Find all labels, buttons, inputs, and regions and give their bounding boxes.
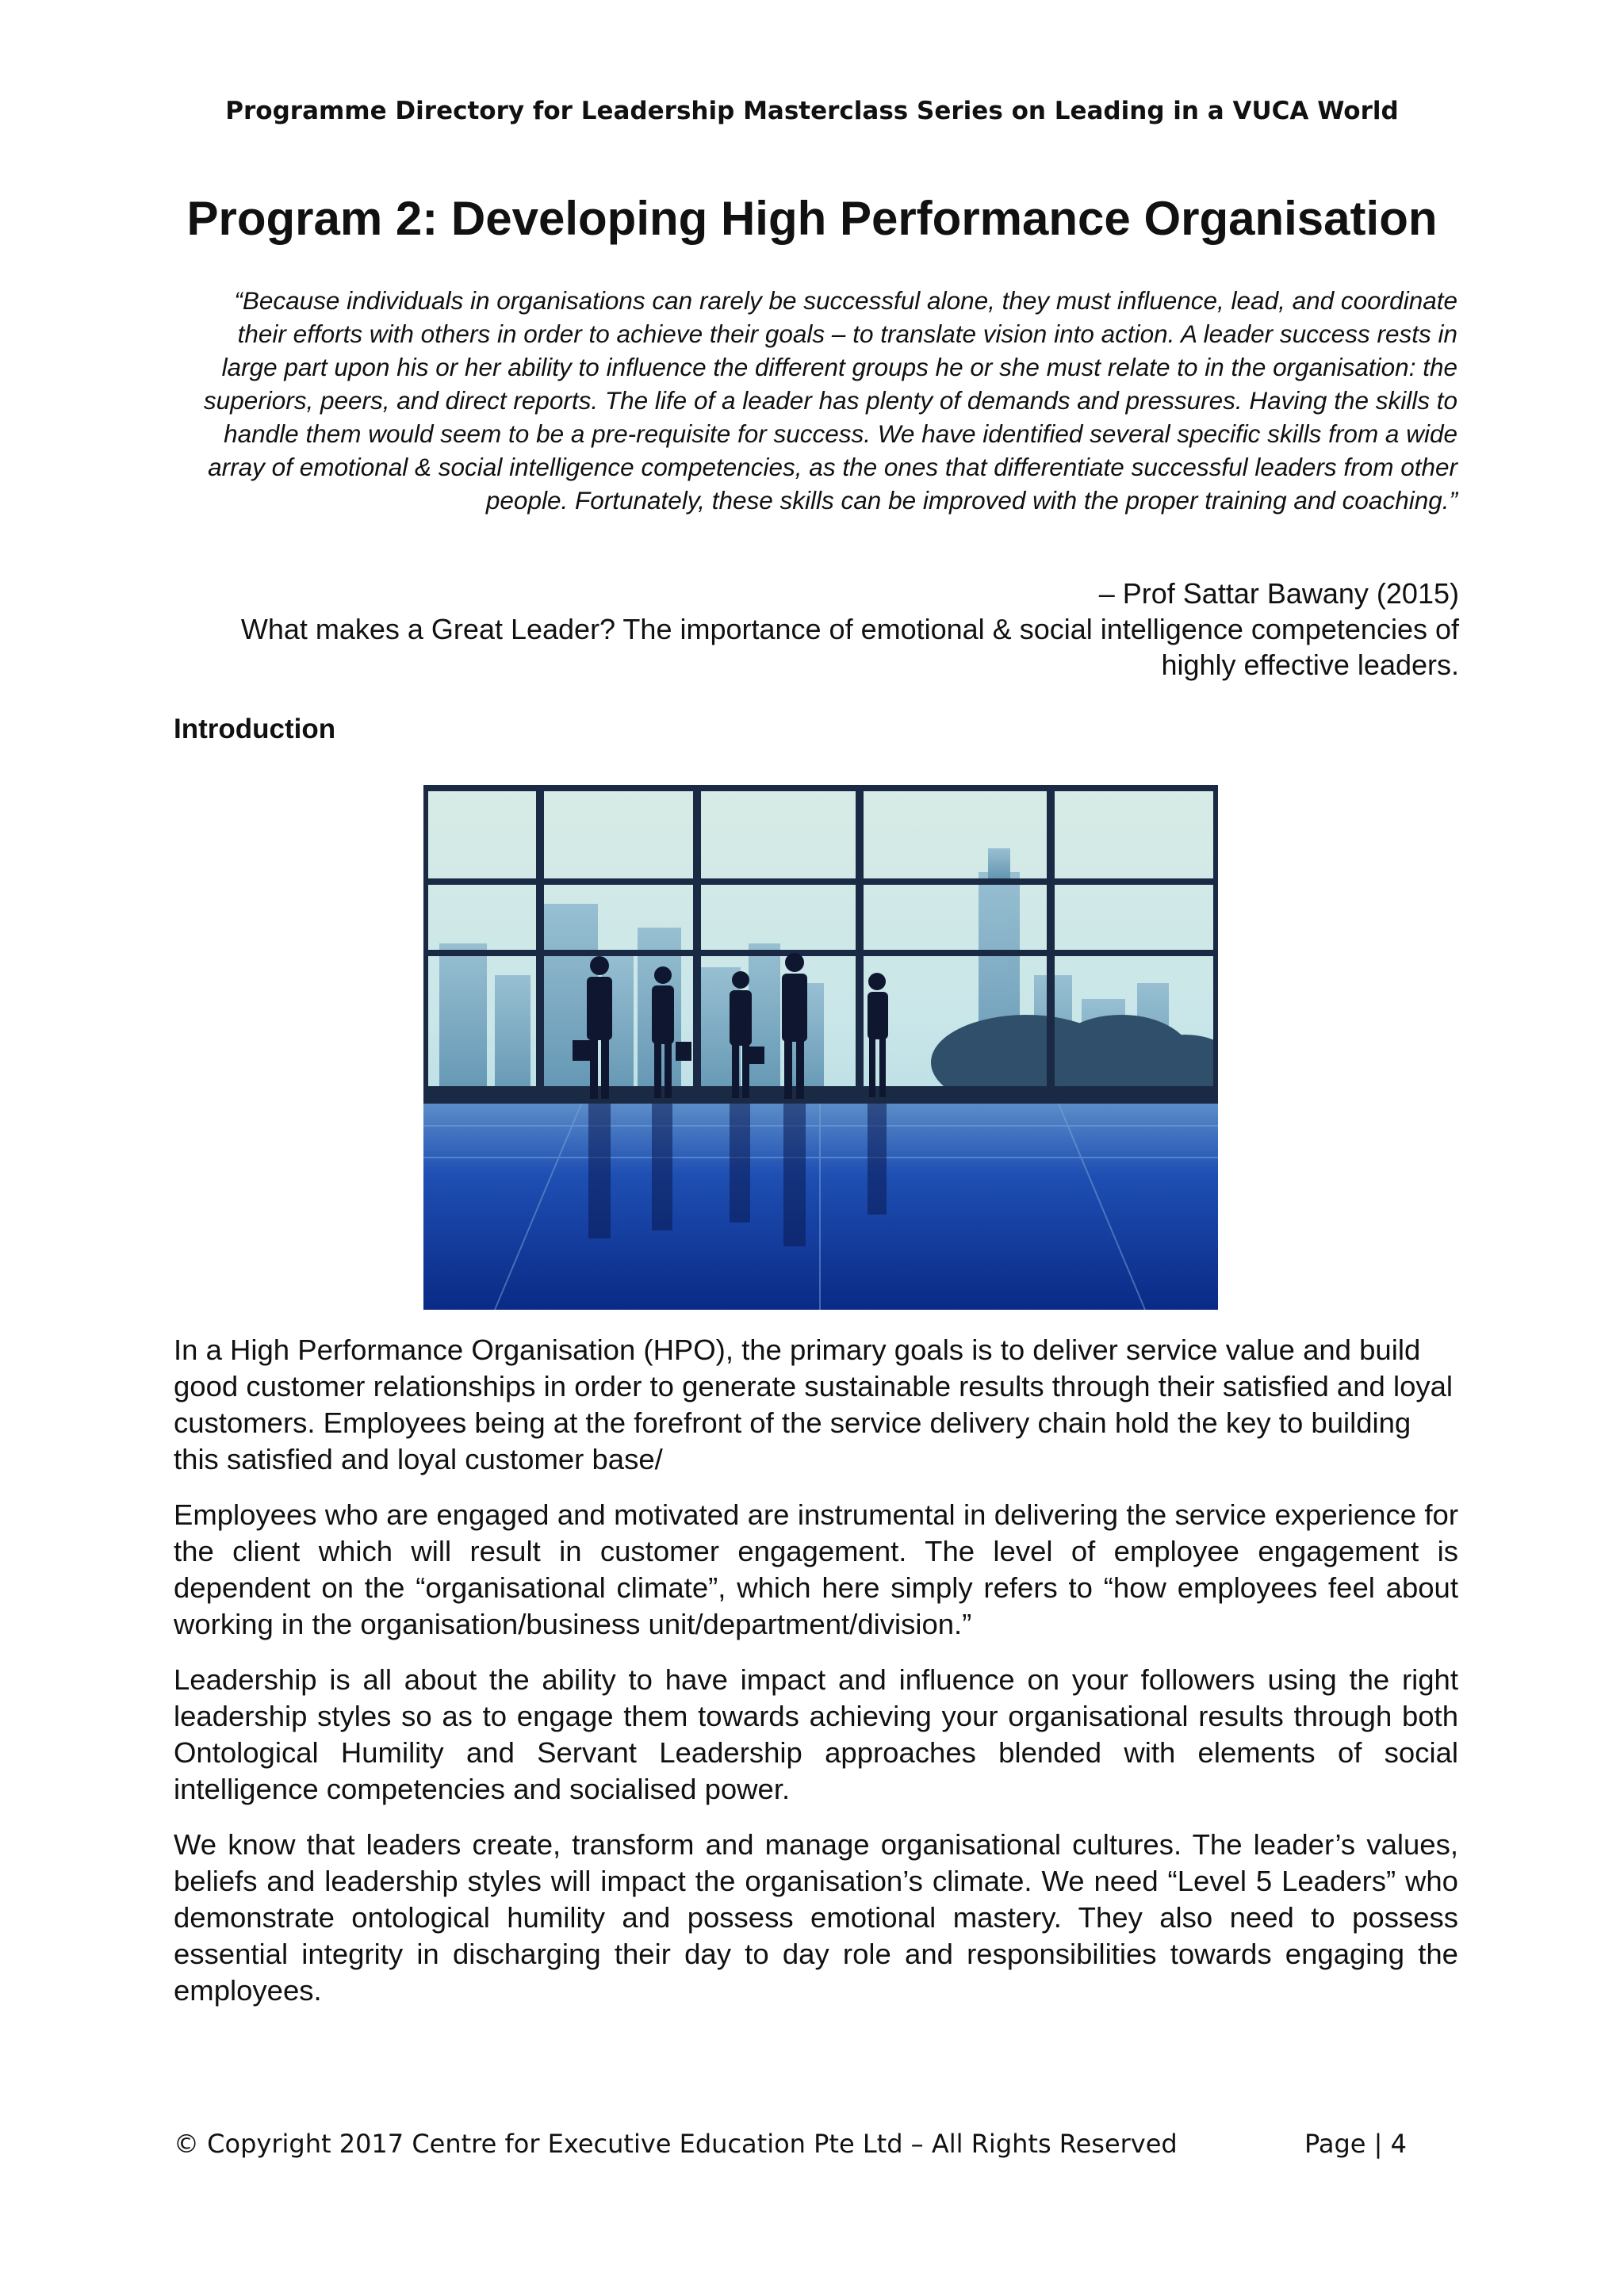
- paragraph-leadership: Leadership is all about the ability to have impact and influence on your followers using the right leadership styles so as to engage them towards achieving your organisational results through both Ontological Humility and Servant Leadership approaches blended with elements of social intelligence competencies and socialised power.: [174, 1663, 1458, 1805]
- running-header: Programme Directory for Leadership Masterclass Series on Leading in a VUCA World: [225, 97, 1399, 125]
- page-title: Program 2: Developing High Performance Organisation: [186, 192, 1438, 245]
- introduction-body: [174, 1332, 1458, 2028]
- paragraph-engagement: Employees who are engaged and motivated are instrumental in delivering the service experience for the client which will result in customer engagement. The level of employee engagement is dependent on the “organisational climate”, which here simply refers to “how employees feel about working in the organisation/business unit/department/division.”: [174, 1498, 1458, 1640]
- epigraph-quote: “Because individuals in organisations can rarely be successful alone, they must influence, lead, and coordinate their efforts with others in order to achieve their goals – to translate vision into action. A leader success rests in large part upon his or her ability to influence the different groups he or she must relate to in the organisation: the superiors, peers, and direct reports. The life of a leader has plenty of demands and pressures. Having the skills to handle them would seem to be a pre-requisite for success. We have identified several specific skills from a wide array of emotional & social intelligence competencies, as the ones that differentiate successful leaders from other people. Fortunately, these skills can be improved with the proper training and coaching.”: [203, 286, 1457, 515]
- quote-source: What makes a Great Leader? The importance of emotional & social intelligence competencies of highly effective leaders.: [240, 613, 1459, 681]
- paragraph-hpo: In a High Performance Organisation (HPO), the primary goals is to deliver service value and build good customer relationships in order to generate sustainable results through their satisfied and loyal customers. Employees being at the forefront of the service delivery chain hold the key to building this satisfied and loyal customer base/: [174, 1334, 1454, 1475]
- quote-attribution: [174, 576, 1459, 683]
- footer-page-number: Page | 4: [1304, 2129, 1407, 2159]
- business-people-silhouette-photo: [423, 785, 1218, 1310]
- section-heading-introduction: Introduction: [174, 714, 336, 744]
- quote-author: – Prof Sattar Bawany (2015): [1098, 577, 1459, 610]
- paragraph-culture: We know that leaders create, transform and manage organisational cultures. The leader’s values, beliefs and leadership styles will impact the organisation’s climate. We need “Level 5 Leaders” who demonstrate ontological humility and possess emotional mastery. They also need to possess essential integrity in discharging their day to day role and responsibilities towards engaging the employees.: [174, 1828, 1458, 2007]
- footer-copyright: © Copyright 2017 Centre for Executive Education Pte Ltd – All Rights Reserved: [174, 2129, 1178, 2159]
